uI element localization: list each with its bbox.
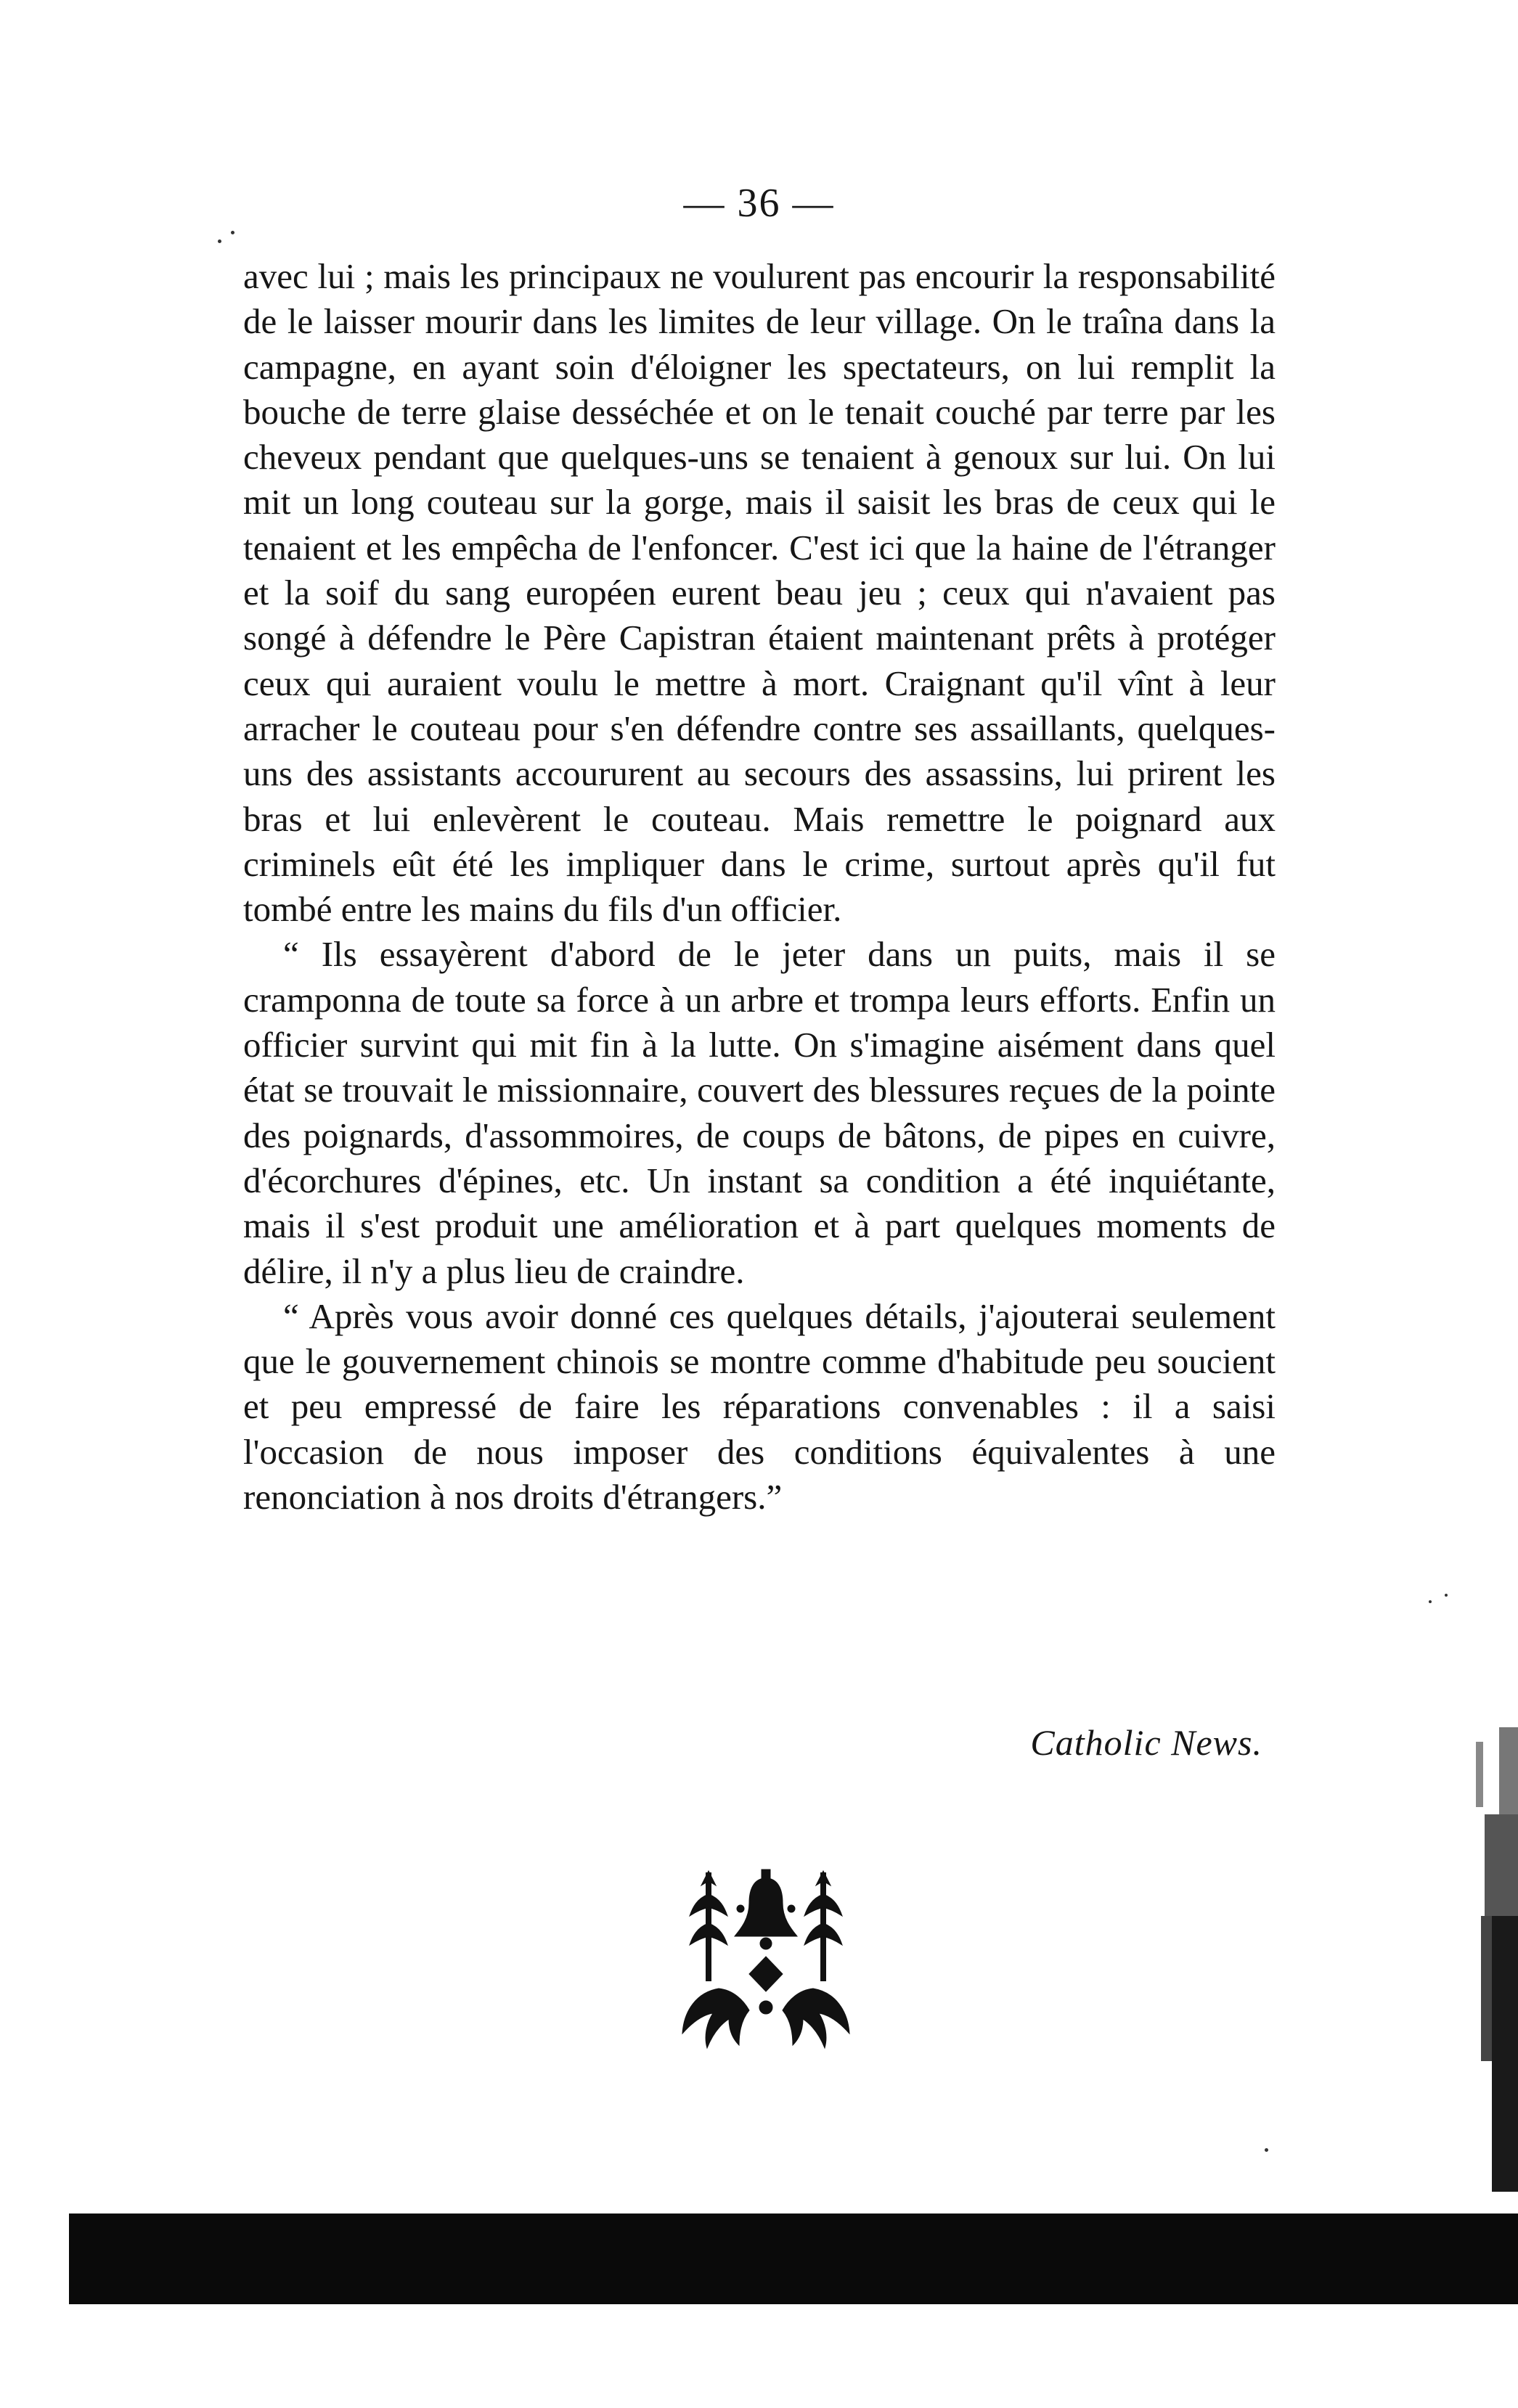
signature: Catholic News. <box>1030 1722 1262 1763</box>
paragraph-1: avec lui ; mais les principaux ne voulurent pas encourir la responsabilité de le laisser mourir dans les limites de leur village. On le traîna dans la campagne, en ayant soin d'éloigner les spectateurs, on lui remplit la bouche de terre glaise desséchée et on le tenait couché par terre par les cheveux pendant que quelques-uns se tenaient à genoux sur lui. On lui mit un long couteau sur la gorge, mais il saisit les bras de ceux qui le tenaient et les empêcha de l'enfoncer. C'est ici que la haine de l'étranger et la soif du sang européen eurent beau jeu ; ceux qui n'avaient pas songé à défendre le Père Capistran étaient maintenant prêts à protéger ceux qui auraient voulu le mettre à mort. Craignant qu'il vînt à leur arracher le couteau pour s'en défendre contre ses assaillants, quelques-uns des assistants accoururent au secours des assassins, lui prirent les bras et lui enlevèrent le couteau. Mais remettre le poignard aux criminels eût été les impliquer dans le crime, surtout après qu'il fut tombé entre les mains du fils d'un officier. <box>243 256 1276 930</box>
scan-speck <box>218 239 221 243</box>
fleuron-bell-ornament-icon <box>668 1865 864 2054</box>
paragraph-3: “ Après vous avoir donné ces quelques détails, j'ajouterai seulement que le gouvernement chinois se montre comme d'habitude peu soucient et peu empressé de faire les réparations convenables : il a saisi l'occasion de nous imposer des conditions équivalentes à une renonciation à nos droits d'étrangers.” <box>243 1295 1276 1518</box>
page-number: — 36 — <box>683 181 835 226</box>
scan-speck <box>231 231 234 234</box>
scan-edge-strip <box>1441 1727 1518 2192</box>
scan-bottom-bar <box>69 2214 1518 2304</box>
scan-speck <box>1445 1594 1448 1597</box>
scan-speck <box>1429 1600 1432 1603</box>
body-text <box>243 254 1276 1520</box>
paragraph-2: “ Ils essayèrent d'abord de le jeter dans un puits, mais il se cramponna de toute sa force à un arbre et trompa leurs efforts. Enfin un officier survint qui mit fin à la lutte. On s'imagine aisément dans quel état se trouvait le missionnaire, couvert des blessures reçues de la pointe des poignards, d'assommoires, de coups de bâtons, de pipes en cuivre, d'écorchures d'épines, etc. Un instant sa condition a été inquiétante, mais il s'est produit une amélioration et à part quelques moments de délire, il n'y a plus lieu de craindre. <box>243 934 1276 1291</box>
scan-speck <box>1265 2148 1268 2152</box>
